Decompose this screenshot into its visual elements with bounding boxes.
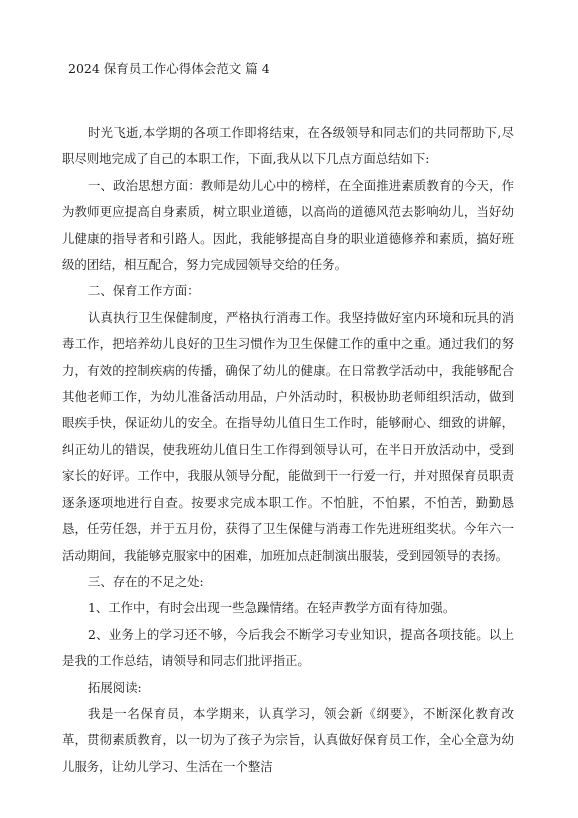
- paragraph-extended-reading: 我是一名保育员，本学期来，认真学习，领会新《纲要》，不断深化教育改革，贯彻素质教育，以一切为了孩子为宗旨，认真做好保育员工作，全心全意为幼儿服务，让幼儿学习、生活在一个整洁: [62, 705, 514, 774]
- paragraph-political-thought: 一、政治思想方面：教师是幼儿心中的榜样，在全面推进素质教育的今天，作为教师更应提高自身素质，树立职业道德，以高尚的道德风范去影响幼儿，当好幼儿健康的指导者和引路人。因此，我能够提高自身的职业道德修养和素质，搞好班级的团结，相互配合，努力完成园领导交给的任务。: [62, 177, 514, 273]
- document-title: 2024 保育员工作心得体会范文 篇 4: [68, 61, 270, 76]
- paragraph-intro: 时光飞逝,本学期的各项工作即将结束，在各级领导和同志们的共同帮助下,尽职尽则地完成了自己的本职工作，下面,我从以下几点方面总结如下:: [62, 125, 514, 167]
- paragraph-shortcoming-1: 1、工作中，有时会出现一些急躁情绪。在轻声教学方面有待加强。: [88, 600, 456, 616]
- paragraph-childcare-work: 认真执行卫生保健制度，严格执行消毒工作。我坚持做好室内环境和玩具的消毒工作，把培养幼儿良好的卫生习惯作为卫生保健工作的重中之重。通过我们的努力，有效的控制疾病的传播，确保了幼儿的健康。在日常教学活动中，我能够配合其他老师工作，为幼儿准备活动用品，户外活动时，积极协助老师组织活动，做到眼疾手快，保证幼儿的安全。在指导幼儿值日生工作时，能够耐心、细致的讲解，纠正幼儿的错误，使我班幼儿值日生工作得到领导认可，在半日开放活动中，受到家长的好评。工作中，我服从领导分配，能做到干一行爱一行，并对照保育员职责逐条逐项地进行自查。按要求完成本职工作。不怕脏，不怕累，不怕苦，勤勤恳恳，任劳任怨，并于五月份，获得了卫生保健与消毒工作先进班组奖状。今年六一活动期间，我能够克服家中的困难，加班加点赶制演出服装，受到园领导的表扬。: [62, 309, 514, 563]
- paragraph-shortcoming-2: 2、业务上的学习还不够，今后我会不断学习专业知识，提高各项技能。以上是我的工作总结，请领导和同志们批评指正。: [62, 626, 514, 669]
- heading-shortcomings: 三、存在的不足之处:: [88, 573, 204, 589]
- document-body: [62, 120, 514, 780]
- heading-extended-reading: 拓展阅读:: [88, 679, 142, 695]
- heading-childcare-work: 二、保育工作方面：: [88, 283, 200, 299]
